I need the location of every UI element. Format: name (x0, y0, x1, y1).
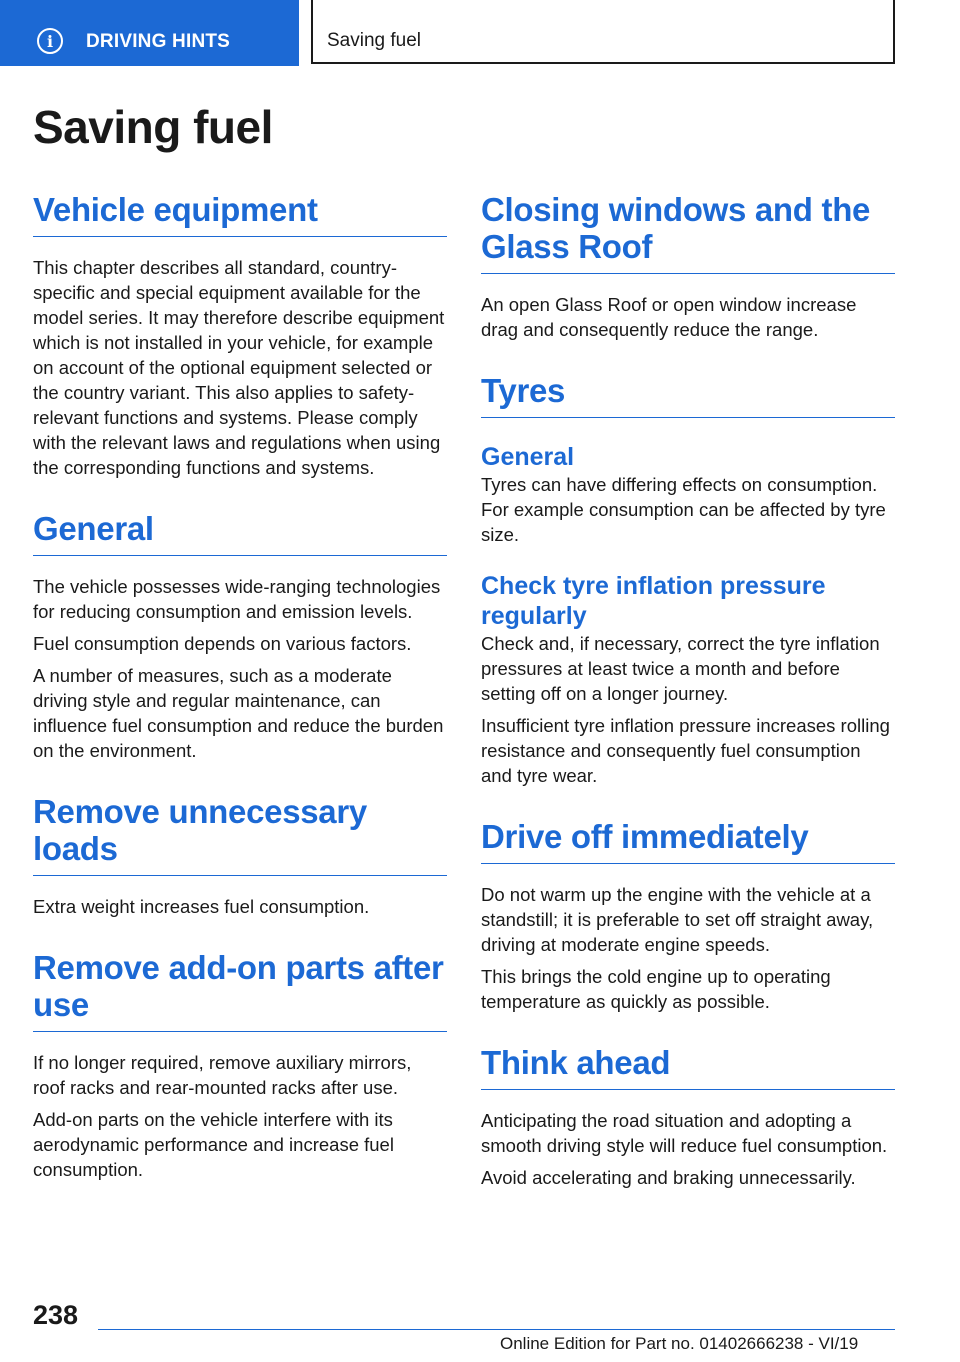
section-label: DRIVING HINTS (86, 31, 231, 52)
section-heading: Drive off immediately (481, 818, 895, 864)
header-section-tab (0, 0, 299, 66)
section-heading: Remove add-on parts after use (33, 949, 447, 1032)
subsection-heading: General (481, 443, 575, 471)
paragraph: Do not warm up the engine with the vehicle at a standstill; it is preferable to set off straight away, driving at moderate engine speeds. (481, 884, 874, 955)
paragraph: This brings the cold engine up to operating temperature as quickly as possible. (481, 966, 831, 1012)
footer-edition-text: Online Edition for Part no. 01402666238 - VI/19 (500, 1334, 859, 1353)
info-icon: i (37, 28, 63, 54)
section-remove-loads (33, 793, 447, 919)
section-closing-windows (481, 191, 895, 342)
paragraph: Check and, if necessary, correct the tyre inflation pressures at least twice a month and before setting off on a longer journey. (481, 633, 880, 704)
section-heading: Vehicle equipment (33, 191, 447, 237)
section-heading: Remove unnecessary loads (33, 793, 447, 876)
section-vehicle-equipment (33, 191, 447, 480)
paragraph: Fuel consumption depends on various factors. (33, 633, 412, 654)
paragraph: Avoid accelerating and braking unnecessarily. (481, 1167, 856, 1188)
paragraph: Add-on parts on the vehicle interfere with its aerodynamic performance and increase fuel consumption. (33, 1109, 394, 1180)
paragraph: If no longer required, remove auxiliary mirrors, roof racks and rear-mounted racks after use. (33, 1052, 412, 1098)
subsection-heading: Check tyre inflation pressure regularly (481, 572, 826, 630)
page-number: 238 (33, 1300, 79, 1330)
paragraph: An open Glass Roof or open window increase drag and consequently reduce the range. (481, 294, 857, 340)
section-heading: Think ahead (481, 1044, 895, 1090)
section-general (33, 510, 447, 763)
paragraph: Extra weight increases fuel consumption. (33, 896, 370, 917)
section-heading: Closing windows and the Glass Roof (481, 191, 895, 274)
section-think-ahead (481, 1044, 895, 1190)
section-drive-off (481, 818, 895, 1014)
right-column (481, 191, 895, 1190)
paragraph: A number of measures, such as a moderate driving style and regular maintenance, can influence fuel consumption and reduce the burden on the environment. (33, 665, 444, 761)
section-heading: Tyres (481, 372, 895, 418)
header-topic-box (311, 0, 895, 64)
paragraph: Anticipating the road situation and adopting a smooth driving style will reduce fuel consumption. (481, 1110, 888, 1156)
paragraph: Tyres can have differing effects on consumption. For example consumption can be affected by tyre size. (481, 474, 886, 545)
paragraph: Insufficient tyre inflation pressure increases rolling resistance and consequently fuel consumption and tyre wear. (481, 715, 890, 786)
paragraph: This chapter describes all standard, country-specific and special equipment available for the model series. It may therefore describe equipment which is not installed in your vehicle, for example on account of the optional equipment selected or the country variant. This also applies to safety-relevant functions and systems. Please comply with the relevant laws and regulations when using the corresponding functions and systems. (33, 257, 445, 478)
footer-divider (98, 1329, 895, 1330)
section-remove-addon-parts (33, 949, 447, 1182)
paragraph: The vehicle possesses wide-ranging technologies for reducing consumption and emission levels. (33, 576, 441, 622)
section-heading: General (33, 510, 447, 556)
section-tyres (481, 372, 895, 788)
page-topic: Saving fuel (327, 30, 422, 51)
left-column (33, 191, 447, 1182)
page-title: Saving fuel (33, 101, 273, 153)
